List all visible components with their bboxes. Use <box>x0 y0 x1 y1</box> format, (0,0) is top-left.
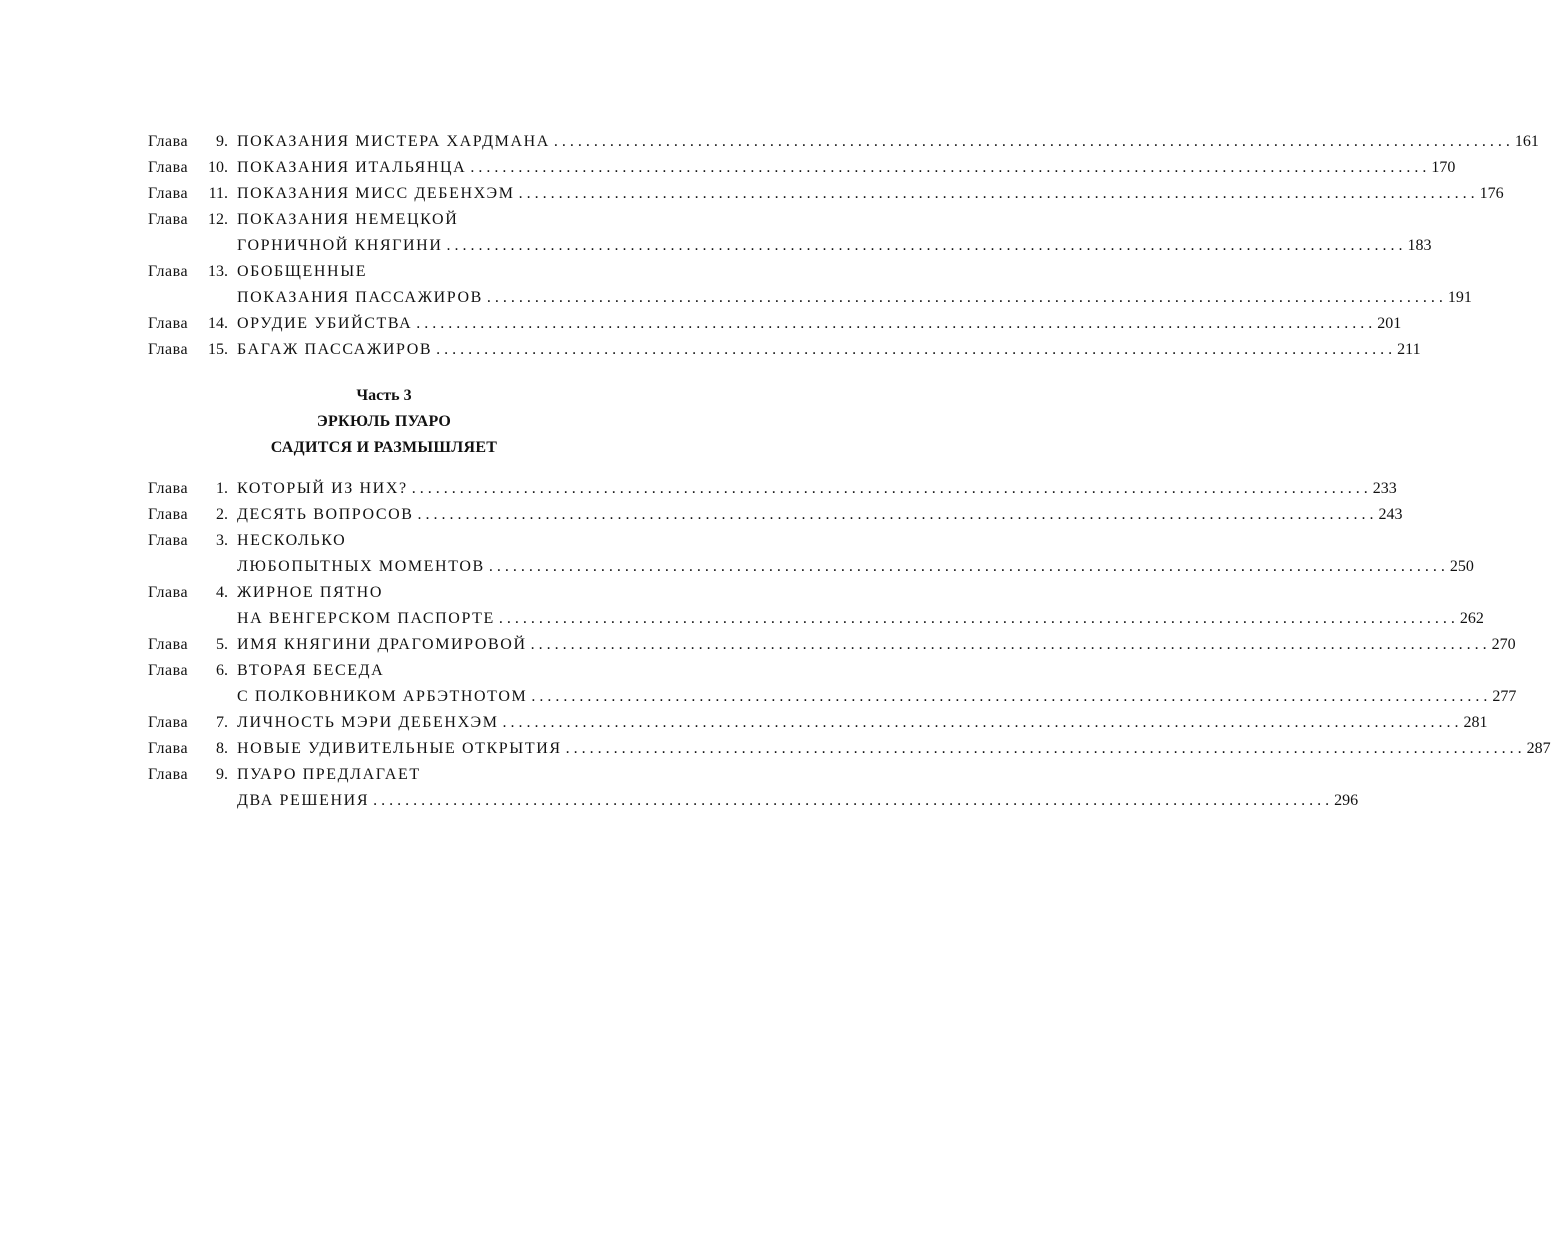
chapter-title: ДЕСЯТЬ ВОПРОСОВ <box>237 506 414 523</box>
page-number: 211 <box>1397 341 1421 358</box>
chapter-title: ПОКАЗАНИЯ МИСТЕРА ХАРДМАНА <box>237 133 550 150</box>
chapter-title: ПОКАЗАНИЯ ИТАЛЬЯНЦА <box>237 159 467 176</box>
chapter-number: 1. <box>216 480 228 497</box>
toc-row <box>148 658 674 684</box>
dot-leader: ........................................................................................................................ <box>502 714 1463 731</box>
chapter-number: 6. <box>216 662 228 679</box>
chapter-number: 11. <box>208 185 228 202</box>
page-number: 176 <box>1479 185 1504 202</box>
chapter-title: ОБОБЩЕННЫЕ <box>237 263 368 280</box>
dot-leader: ........................................................................................................................ <box>446 237 1407 254</box>
chapter-label: Глава <box>148 662 189 679</box>
chapter-label: Глава <box>148 766 189 783</box>
toc-row <box>148 155 1456 181</box>
dot-leader: ........................................................................................................................ <box>417 506 1378 523</box>
chapter-number: 2. <box>216 506 228 523</box>
chapter-label: Глава <box>148 185 189 202</box>
chapter-title: ПОКАЗАНИЯ ПАССАЖИРОВ <box>237 289 483 306</box>
chapter-label: Глава <box>148 532 189 549</box>
toc-entry <box>237 259 674 285</box>
chapter-label: Глава <box>148 714 189 731</box>
page-number: 270 <box>1491 636 1516 653</box>
toc-row <box>148 684 1517 710</box>
chapter-title: ИМЯ КНЯГИНИ ДРАГОМИРОВОЙ <box>237 636 527 653</box>
chapter-title: ПОКАЗАНИЯ НЕМЕЦКОЙ <box>237 211 459 228</box>
chapter-number: 9. <box>216 133 228 150</box>
chapter-title: ЛИЧНОСТЬ МЭРИ ДЕБЕНХЭМ <box>237 714 499 731</box>
dot-leader: ........................................................................................................................ <box>416 315 1377 332</box>
chapter-number: 10. <box>208 159 228 176</box>
chapter-title: С ПОЛКОВНИКОМ АРБЭТНОТОМ <box>237 688 528 705</box>
dot-leader: ........................................................................................................................ <box>470 159 1431 176</box>
chapter-number: 4. <box>216 584 228 601</box>
page-number: 281 <box>1463 714 1488 731</box>
dot-leader: ........................................................................................................................ <box>565 740 1526 757</box>
toc-entry <box>237 129 1539 155</box>
page-number: 277 <box>1492 688 1517 705</box>
chapter-number: 8. <box>216 740 228 757</box>
toc-entry <box>237 207 674 233</box>
toc-entry <box>237 684 1517 710</box>
toc-row <box>148 233 1432 259</box>
chapter-title: ДВА РЕШЕНИЯ <box>237 792 370 809</box>
toc-row <box>148 554 1474 580</box>
chapter-number: 9. <box>216 766 228 783</box>
page-number: 183 <box>1407 237 1432 254</box>
toc-row <box>148 580 674 606</box>
part3-heading-block <box>0 383 768 461</box>
part2-chapter-list <box>148 129 1539 363</box>
toc-entry <box>237 632 1516 658</box>
toc-entry <box>237 181 1504 207</box>
dot-leader: ........................................................................................................................ <box>411 480 1372 497</box>
toc-entry <box>237 476 1397 502</box>
chapter-title: КОТОРЫЙ ИЗ НИХ? <box>237 480 408 497</box>
dot-leader: ........................................................................................................................ <box>530 636 1491 653</box>
toc-row <box>148 710 1488 736</box>
toc-entry <box>237 155 1456 181</box>
chapter-title: ВТОРАЯ БЕСЕДА <box>237 662 385 679</box>
toc-row <box>148 207 674 233</box>
dot-leader: ........................................................................................................................ <box>488 558 1449 575</box>
part3-number-heading: Часть 3 <box>356 387 412 404</box>
toc-row <box>148 788 1359 814</box>
dot-leader: ........................................................................................................................ <box>436 341 1397 358</box>
chapter-title: ОРУДИЕ УБИЙСТВА <box>237 315 413 332</box>
toc-entry <box>237 285 1472 311</box>
toc-row <box>148 259 674 285</box>
toc-row <box>148 285 1472 311</box>
toc-row <box>148 181 1504 207</box>
chapter-label: Глава <box>148 636 189 653</box>
dot-leader: ........................................................................................................................ <box>486 289 1447 306</box>
page-number: 250 <box>1449 558 1474 575</box>
chapter-label: Глава <box>148 341 189 358</box>
toc-entry <box>237 736 1551 762</box>
page-number: 233 <box>1372 480 1397 497</box>
chapter-title: ЖИРНОЕ ПЯТНО <box>237 584 383 601</box>
toc-entry <box>237 606 1484 632</box>
chapter-label: Глава <box>148 315 189 332</box>
chapter-label: Глава <box>148 480 189 497</box>
dot-leader: ........................................................................................................................ <box>373 792 1334 809</box>
chapter-title: ПУАРО ПРЕДЛАГАЕТ <box>237 766 421 783</box>
chapter-number: 7. <box>216 714 228 731</box>
toc-entry <box>237 528 674 554</box>
chapter-number: 13. <box>208 263 228 280</box>
part3-chapter-list <box>148 476 1551 814</box>
chapter-title: НЕСКОЛЬКО <box>237 532 347 549</box>
dot-leader: ........................................................................................................................ <box>498 610 1459 627</box>
toc-row <box>148 528 674 554</box>
chapter-label: Глава <box>148 263 189 280</box>
toc-row <box>148 129 1539 155</box>
chapter-label: Глава <box>148 159 189 176</box>
chapter-label: Глава <box>148 506 189 523</box>
toc-row <box>148 337 1421 363</box>
chapter-title: БАГАЖ ПАССАЖИРОВ <box>237 341 433 358</box>
chapter-label: Глава <box>148 584 189 601</box>
chapter-number: 14. <box>208 315 228 332</box>
toc-entry <box>237 710 1488 736</box>
chapter-title: ПОКАЗАНИЯ МИСС ДЕБЕНХЭМ <box>237 185 515 202</box>
chapter-number: 15. <box>208 341 228 358</box>
toc-entry <box>237 658 674 684</box>
toc-entry <box>237 311 1402 337</box>
dot-leader: ........................................................................................................................ <box>553 133 1514 150</box>
page-number: 170 <box>1431 159 1456 176</box>
toc-row <box>148 606 1484 632</box>
toc-entry <box>237 233 1432 259</box>
chapter-number: 5. <box>216 636 228 653</box>
page-number: 191 <box>1447 289 1472 306</box>
page-number: 287 <box>1526 740 1551 757</box>
dot-leader: ........................................................................................................................ <box>518 185 1479 202</box>
toc-row <box>148 476 1397 502</box>
toc-row <box>148 762 674 788</box>
chapter-title: НОВЫЕ УДИВИТЕЛЬНЫЕ ОТКРЫТИЯ <box>237 740 562 757</box>
toc-entry <box>237 580 674 606</box>
toc-entry <box>237 554 1474 580</box>
dot-leader: ........................................................................................................................ <box>531 688 1492 705</box>
toc-row <box>148 736 1551 762</box>
chapter-number: 12. <box>208 211 228 228</box>
chapter-label: Глава <box>148 211 189 228</box>
page-number: 296 <box>1334 792 1359 809</box>
chapter-label: Глава <box>148 133 189 150</box>
toc-entry <box>237 762 674 788</box>
part3-title-line1: ЭРКЮЛЬ ПУАРО <box>316 413 452 430</box>
toc-entry <box>237 502 1403 528</box>
part3-title-line2: САДИТСЯ И РАЗМЫШЛЯЕТ <box>270 439 498 456</box>
toc-row <box>148 632 1516 658</box>
toc-row <box>148 502 1403 528</box>
toc-entry <box>237 337 1421 363</box>
page-number: 201 <box>1377 315 1402 332</box>
chapter-number: 3. <box>216 532 228 549</box>
chapter-title: ЛЮБОПЫТНЫХ МОМЕНТОВ <box>237 558 485 575</box>
chapter-title: НА ВЕНГЕРСКОМ ПАСПОРТЕ <box>237 610 495 627</box>
chapter-label: Глава <box>148 740 189 757</box>
page-number: 243 <box>1378 506 1403 523</box>
page-number: 262 <box>1459 610 1484 627</box>
page-number: 161 <box>1514 133 1539 150</box>
toc-entry <box>237 788 1359 814</box>
toc-row <box>148 311 1402 337</box>
chapter-title: ГОРНИЧНОЙ КНЯГИНИ <box>237 237 443 254</box>
